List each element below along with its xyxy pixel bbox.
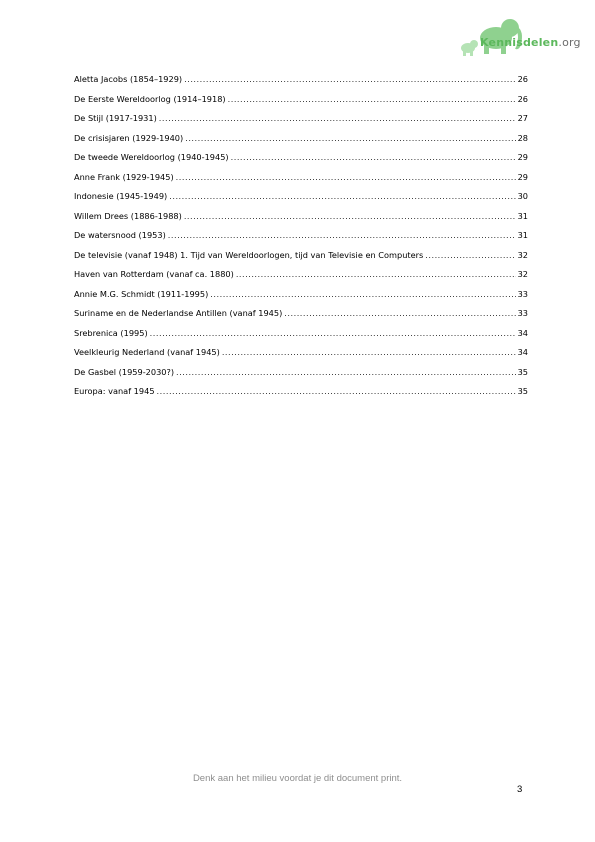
toc-dot-leader <box>157 386 516 396</box>
toc-entry-page: 29 <box>517 152 528 162</box>
toc-entry-title: Willem Drees (1886-1988) <box>74 210 182 221</box>
toc-entry[interactable] <box>74 347 528 367</box>
logo <box>456 14 581 60</box>
logo-name: Kennisdelen <box>480 36 559 49</box>
toc-dot-leader <box>236 269 516 279</box>
toc-entry-page: 26 <box>517 93 528 104</box>
toc-entry-page: 33 <box>517 288 528 299</box>
toc-entry-title: De watersnood (1953) <box>74 230 166 240</box>
toc-entry[interactable] <box>74 172 528 192</box>
toc-dot-leader <box>184 211 516 221</box>
toc-dot-leader <box>159 113 516 123</box>
toc-entry-page: 28 <box>517 132 528 143</box>
toc-entry[interactable] <box>74 133 528 153</box>
toc-dot-leader <box>231 152 516 162</box>
page-number: 3 <box>517 784 523 795</box>
toc-dot-leader <box>150 328 516 338</box>
toc-entry[interactable] <box>74 191 528 211</box>
toc-entry-title: Haven van Rotterdam (vanaf ca. 1880) <box>74 269 234 279</box>
toc-entry[interactable] <box>74 386 528 406</box>
toc-entry[interactable] <box>74 113 528 133</box>
toc-entry-title: Aletta Jacobs (1854–1929) <box>74 74 183 84</box>
toc-entry-title: De tweede Wereldoorlog (1940-1945) <box>74 152 229 162</box>
toc-entry-title: Suriname en de Nederlandse Antillen (vanaf 1945) <box>74 308 283 318</box>
toc-entry-title: Srebrenica (1995) <box>74 327 148 338</box>
toc-entry-page: 32 <box>517 249 528 260</box>
toc-entry-title: Annie M.G. Schmidt (1911-1995) <box>74 288 209 299</box>
toc-entry-title: Veelkleurig Nederland (vanaf 1945) <box>74 347 220 357</box>
toc-dot-leader <box>176 367 516 377</box>
toc-entry-page: 32 <box>517 269 528 279</box>
toc-entry[interactable] <box>74 250 528 270</box>
toc-dot-leader <box>222 347 516 357</box>
toc-entry-title: De crisisjaren (1929-1940) <box>74 132 184 143</box>
toc-entry-page: 29 <box>517 171 528 182</box>
logo-suffix: .org <box>558 36 581 49</box>
toc-entry[interactable] <box>74 308 528 328</box>
toc-dot-leader <box>169 191 515 201</box>
toc-entry-page: 34 <box>517 347 528 357</box>
toc-dot-leader <box>185 133 515 143</box>
toc-dot-leader <box>210 289 515 299</box>
toc-entry[interactable] <box>74 211 528 231</box>
toc-entry-title: De Gasbel (1959-2030?) <box>74 366 175 377</box>
toc-entry-page: 26 <box>517 74 528 84</box>
footer-note: Denk aan het milieu voordat je dit document print. <box>192 773 403 784</box>
toc-entry[interactable] <box>74 94 528 114</box>
toc-dot-leader <box>184 74 515 84</box>
toc-entry-page: 34 <box>517 327 528 338</box>
toc-entry-title: Anne Frank (1929-1945) <box>74 171 174 182</box>
toc-dot-leader <box>176 172 516 182</box>
toc-entry-title: De Stijl (1917-1931) <box>74 113 157 123</box>
toc-dot-leader <box>168 230 516 240</box>
toc-entry[interactable] <box>74 74 528 94</box>
toc-entry[interactable] <box>74 328 528 348</box>
table-of-contents <box>74 74 528 406</box>
toc-dot-leader <box>284 308 515 318</box>
toc-entry-page: 35 <box>517 386 528 396</box>
toc-entry-page: 30 <box>517 191 528 201</box>
toc-entry-page: 33 <box>517 308 528 318</box>
toc-entry[interactable] <box>74 152 528 172</box>
toc-entry-page: 27 <box>517 113 528 123</box>
toc-entry-page: 31 <box>517 210 528 221</box>
toc-entry-title: Indonesie (1945-1949) <box>74 191 168 201</box>
toc-entry-page: 35 <box>517 366 528 377</box>
toc-dot-leader <box>228 94 516 104</box>
toc-entry-page: 31 <box>517 230 528 240</box>
toc-entry-title: De televisie (vanaf 1948) 1. Tijd van Wereldoorlogen, tijd van Televisie en Computers <box>74 249 424 260</box>
toc-entry[interactable] <box>74 289 528 309</box>
toc-entry[interactable] <box>74 230 528 250</box>
toc-entry[interactable] <box>74 269 528 289</box>
logo-text <box>480 36 581 49</box>
toc-entry-title: De Eerste Wereldoorlog (1914–1918) <box>74 93 226 104</box>
toc-entry-title: Europa: vanaf 1945 <box>74 386 155 396</box>
toc-entry[interactable] <box>74 367 528 387</box>
toc-dot-leader <box>425 250 515 260</box>
